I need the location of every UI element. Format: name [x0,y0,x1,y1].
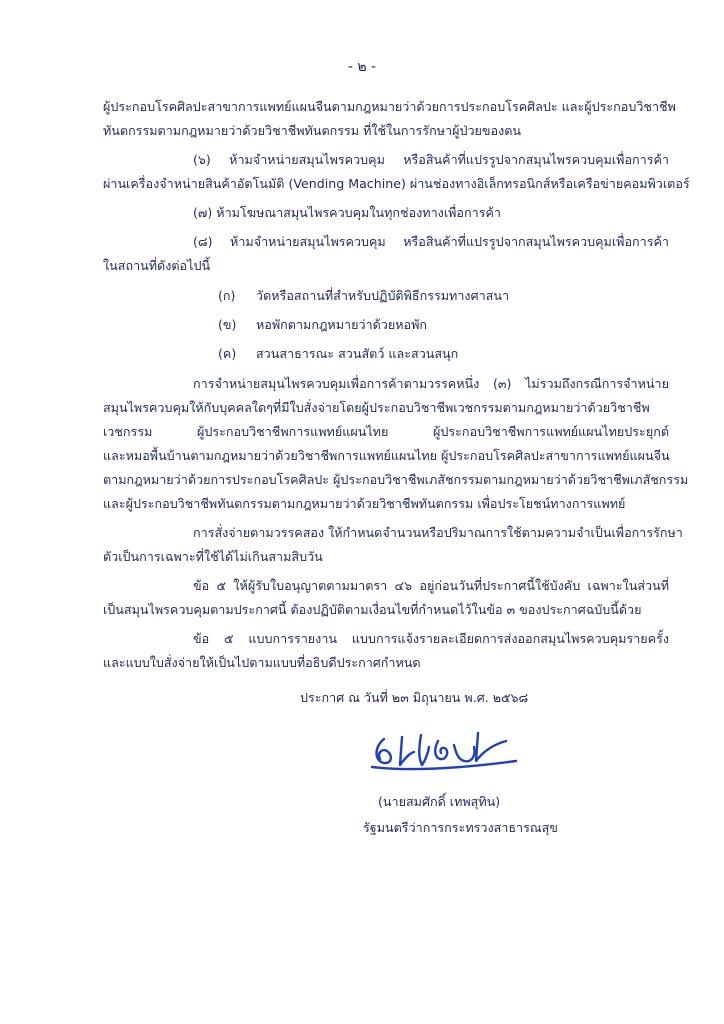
clause-6-line: ผ่านเครื่องจำหน่ายสินค้าอัตโนมัติ (Vending Machine) ผ่านช่องทางอิเล็กทรอนิกส์หรือเครือข่ายคอมพิวเตอร์ [103,176,690,191]
announcement-date: ประกาศ ณ วันที่ ๒๓ มิถุนายน พ.ศ. ๒๕๖๘ [300,690,529,705]
article-line: ข้อ ๕ ให้ผู้รับใบอนุญาตตามมาตรา ๔๖ อยู่ก่อนวันที่ประกาศนี้ใช้บังคับ เฉพาะในส่วนที่ [193,578,669,593]
paragraph-line: เวชกรรม ผู้ประกอบวิชาชีพการแพทย์แผนไทย ผู้ประกอบวิชาชีพการแพทย์แผนไทยประยุกต์ [103,424,669,439]
subitem-text: หอพักตามกฎหมายว่าด้วยหอพัก [256,317,428,332]
paragraph-line: และหมอพื้นบ้านตามกฎหมายว่าด้วยวิชาชีพการแพทย์แผนไทย ผู้ประกอบโรคศิลปะสาขาการแพทย์แผนจีน [103,448,670,463]
signature-image [366,717,526,775]
subitem-text: สวนสาธารณะ สวนสัตว์ และสวนสนุก [256,346,459,361]
page-number: - ๒ - [347,59,377,75]
subitem-park [218,344,458,364]
clause-6-line: (๖) ห้ามจำหน่ายสมุนไพรควบคุม หรือสินค้าที่แปรรูปจากสมุนไพรควบคุมเพื่อการค้า [193,152,669,167]
subitem-temple [218,286,509,306]
body-line: ผู้ประกอบโรคศิลปะสาขาการแพทย์แผนจีนตามกฎหมายว่าด้วยการประกอบโรคศิลปะ และผู้ประกอบวิชาชีพ [103,99,676,114]
subitem-text: วัดหรือสถานที่สำหรับปฏิบัติพิธีกรรมทางศาสนา [256,288,510,303]
paragraph-line: สมุนไพรควบคุมให้กับบุคคลใดๆที่มีใบสั่งจ่ายโดยผู้ประกอบวิชาชีพเวชกรรมตามกฎหมายว่าด้วยวิชาชีพ [103,400,650,415]
article-line: ข้อ ๕ แบบการรายงาน แบบการแจ้งรายละเอียดการส่งออกสมุนไพรควบคุมรายครั้ง [193,631,669,646]
article-line: และแบบใบสั่งจ่ายให้เป็นไปตามแบบที่อธิบดีประกาศกำหนด [103,655,421,670]
clause-7-line: (๗) ห้ามโฆษณาสมุนไพรควบคุมในทุกช่องทางเพื่อการค้า [193,205,501,220]
subitem-mark: (ข) [218,317,237,332]
subitem-mark: (ค) [218,346,237,361]
signer-name: (นายสมศักดิ์ เทพสุทิน) [378,794,501,809]
clause-8-line: (๘) ห้ามจำหน่ายสมุนไพรควบคุม หรือสินค้าที่แปรรูปจากสมุนไพรควบคุมเพื่อการค้า [193,234,669,249]
paragraph-line: ตัวเป็นการเฉพาะที่ใช้ได้ไม่เกินสามสิบวัน [103,549,323,564]
paragraph-line: และผู้ประกอบวิชาชีพทันตกรรมตามกฎหมายว่าด้วยวิชาชีพทันตกรรม เพื่อประโยชน์ทางการแพทย์ [103,496,626,511]
paragraph-line: การจำหน่ายสมุนไพรควบคุมเพื่อการค้าตามวรรคหนึ่ง (๓) ไม่รวมถึงกรณีการจำหน่าย [193,376,669,391]
article-line: เป็นสมุนไพรควบคุมตามประกาศนี้ ต้องปฏิบัติตามเงื่อนไขที่กำหนดไว้ในข้อ ๓ ของประกาศฉบับนี้ด้วย [103,602,642,617]
body-line: ทันตกรรมตามกฎหมายว่าด้วยวิชาชีพทันตกรรม ที่ใช้ในการรักษาผู้ป่วยของตน [103,123,522,138]
paragraph-line: การสั่งจ่ายตามวรรคสอง ให้กำหนดจำนวนหรือปริมาณการใช้ตามความจำเป็นเพื่อการรักษา [193,525,683,540]
paragraph-line: ตามกฎหมายว่าด้วยการประกอบโรคศิลปะ ผู้ประกอบวิชาชีพเภสัชกรรมตามกฎหมายว่าด้วยวิชาชีพเภสัชกรรม [103,472,689,487]
clause-8-line: ในสถานที่ดังต่อไปนี้ [103,258,211,273]
subitem-mark: (ก) [218,288,236,303]
signer-title: รัฐมนตรีว่าการกระทรวงสาธารณสุข [363,820,558,835]
subitem-dormitory [218,315,427,335]
